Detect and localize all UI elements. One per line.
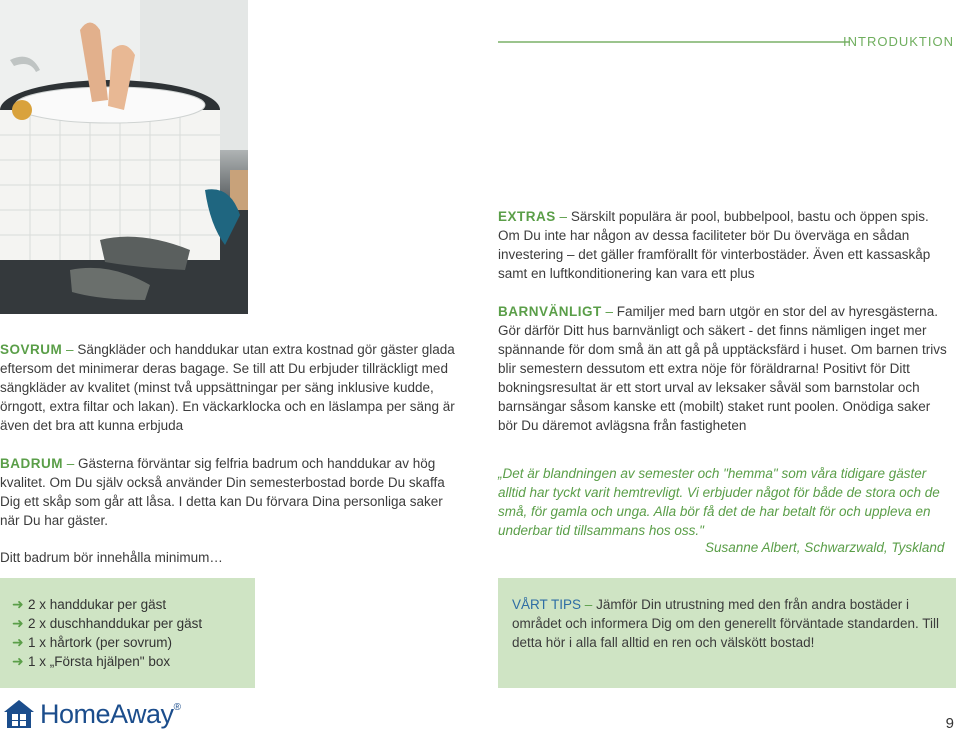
bathtub-illustration <box>0 0 248 314</box>
badrum-dash: – <box>66 456 75 471</box>
sovrum-text: Sängkläder och handdukar utan extra kostnad gör gäster glada eftersom det minimerar deras bagage. Se till att Du erbjuder tillräckligt med sängkläder av kvalitet (minst två uppsättningar per säng inklusive kudde, örngott, extra filtar och lakan). En väckarklocka och en läslampa per säng är även det bra att kunna erbjuda <box>0 342 455 433</box>
checklist <box>0 578 255 671</box>
sovrum-paragraph <box>0 340 468 435</box>
arrow-right-icon: ➜ <box>12 653 24 669</box>
barnvanligt-dash: – <box>605 304 614 319</box>
checklist-item: ➜ 1 x hårtork (per sovrum) <box>12 634 173 650</box>
header-rule <box>498 41 850 43</box>
tip-box <box>498 578 956 688</box>
checklist-item: ➜ 2 x duschhanddukar per gäst <box>12 615 203 631</box>
logo-wordmark: HomeAway <box>40 698 174 729</box>
tip-dash: – <box>584 597 593 612</box>
testimonial-quote: „Det är blandningen av semester och "hemma" som våra tidigare gäster alltid har tyckt varit hemtrevligt. Vi erbjuder något för både de stora och de små, för gamla och unga. Alla bör få det de har betalt för och uppleva en underbar tid tillsammans hos oss." <box>498 466 940 538</box>
house-icon <box>2 698 36 730</box>
badrum-label: BADRUM <box>0 456 63 471</box>
checklist-item: ➜ 2 x handdukar per gäst <box>12 596 167 612</box>
tip-paragraph <box>498 578 956 652</box>
checklist-box <box>0 578 255 688</box>
badrum-minimum-intro: Ditt badrum bör innehålla minimum… <box>0 550 223 565</box>
extras-text: Särskilt populära är pool, bubbelpool, bastu och öppen spis. Om Du inte har någon av dessa faciliteter bör Du överväga en sådan investering – det gäller framförallt för vinterbostäder. Även ett kassaskåp samt en luftkonditionering kan vara ett plus <box>498 209 931 281</box>
tip-text: Jämför Din utrustning med den från andra bostäder i området och informera Dig om den generellt förväntade standarden. Till detta hör i alla fall alltid en ren och välskött bostad! <box>512 597 939 650</box>
homeaway-logo <box>2 698 181 730</box>
extras-paragraph <box>498 207 954 283</box>
barnvanligt-text: Familjer med barn utgör en stor del av hyresgästerna. Gör därför Ditt hus barnvänligt och säkert - det finns nämligen inget mer spännande för dom små än att gå på upptäcksfärd i huset. Om barnen trivs blir semestern dessutom ett extra nöje för föräldrarna! Positivt för Ditt bokningsresultat är ett stort urval av leksaker såväl som barnstolar och barnsängar såsom kanske ett (mobilt) staket runt poolen. Onödiga saker bör Du däremot avlägsna från fastigheten <box>498 304 947 433</box>
sovrum-dash: – <box>66 342 74 357</box>
bathroom-photo <box>0 0 248 314</box>
extras-dash: – <box>559 209 568 224</box>
arrow-right-icon: ➜ <box>12 615 24 631</box>
badrum-text: Gästerna förväntar sig felfria badrum och handdukar av hög kvalitet. Om Du själv också använder Din semesterbostad borde Du skaffa Dig ett skåp som går att låsa. I detta kan Du förvara Dina personliga saker när Du har gäster. <box>0 456 445 528</box>
badrum-paragraph <box>0 454 462 530</box>
testimonial-source: Susanne Albert, Schwarzwald, Tyskland <box>705 540 945 555</box>
extras-label: EXTRAS <box>498 209 556 224</box>
tip-label: VÅRT TIPS <box>512 597 582 612</box>
page-number: 9 <box>945 715 954 732</box>
barnvanligt-paragraph <box>498 302 948 435</box>
arrow-right-icon: ➜ <box>12 596 24 612</box>
checklist-item: ➜ 1 x „Första hjälpen" box <box>12 653 171 669</box>
arrow-right-icon: ➜ <box>12 634 24 650</box>
registered-mark: ® <box>173 702 181 713</box>
section-title: INTRODUKTION <box>843 34 954 49</box>
sovrum-label: SOVRUM <box>0 342 63 357</box>
barnvanligt-label: BARNVÄNLIGT <box>498 304 602 319</box>
